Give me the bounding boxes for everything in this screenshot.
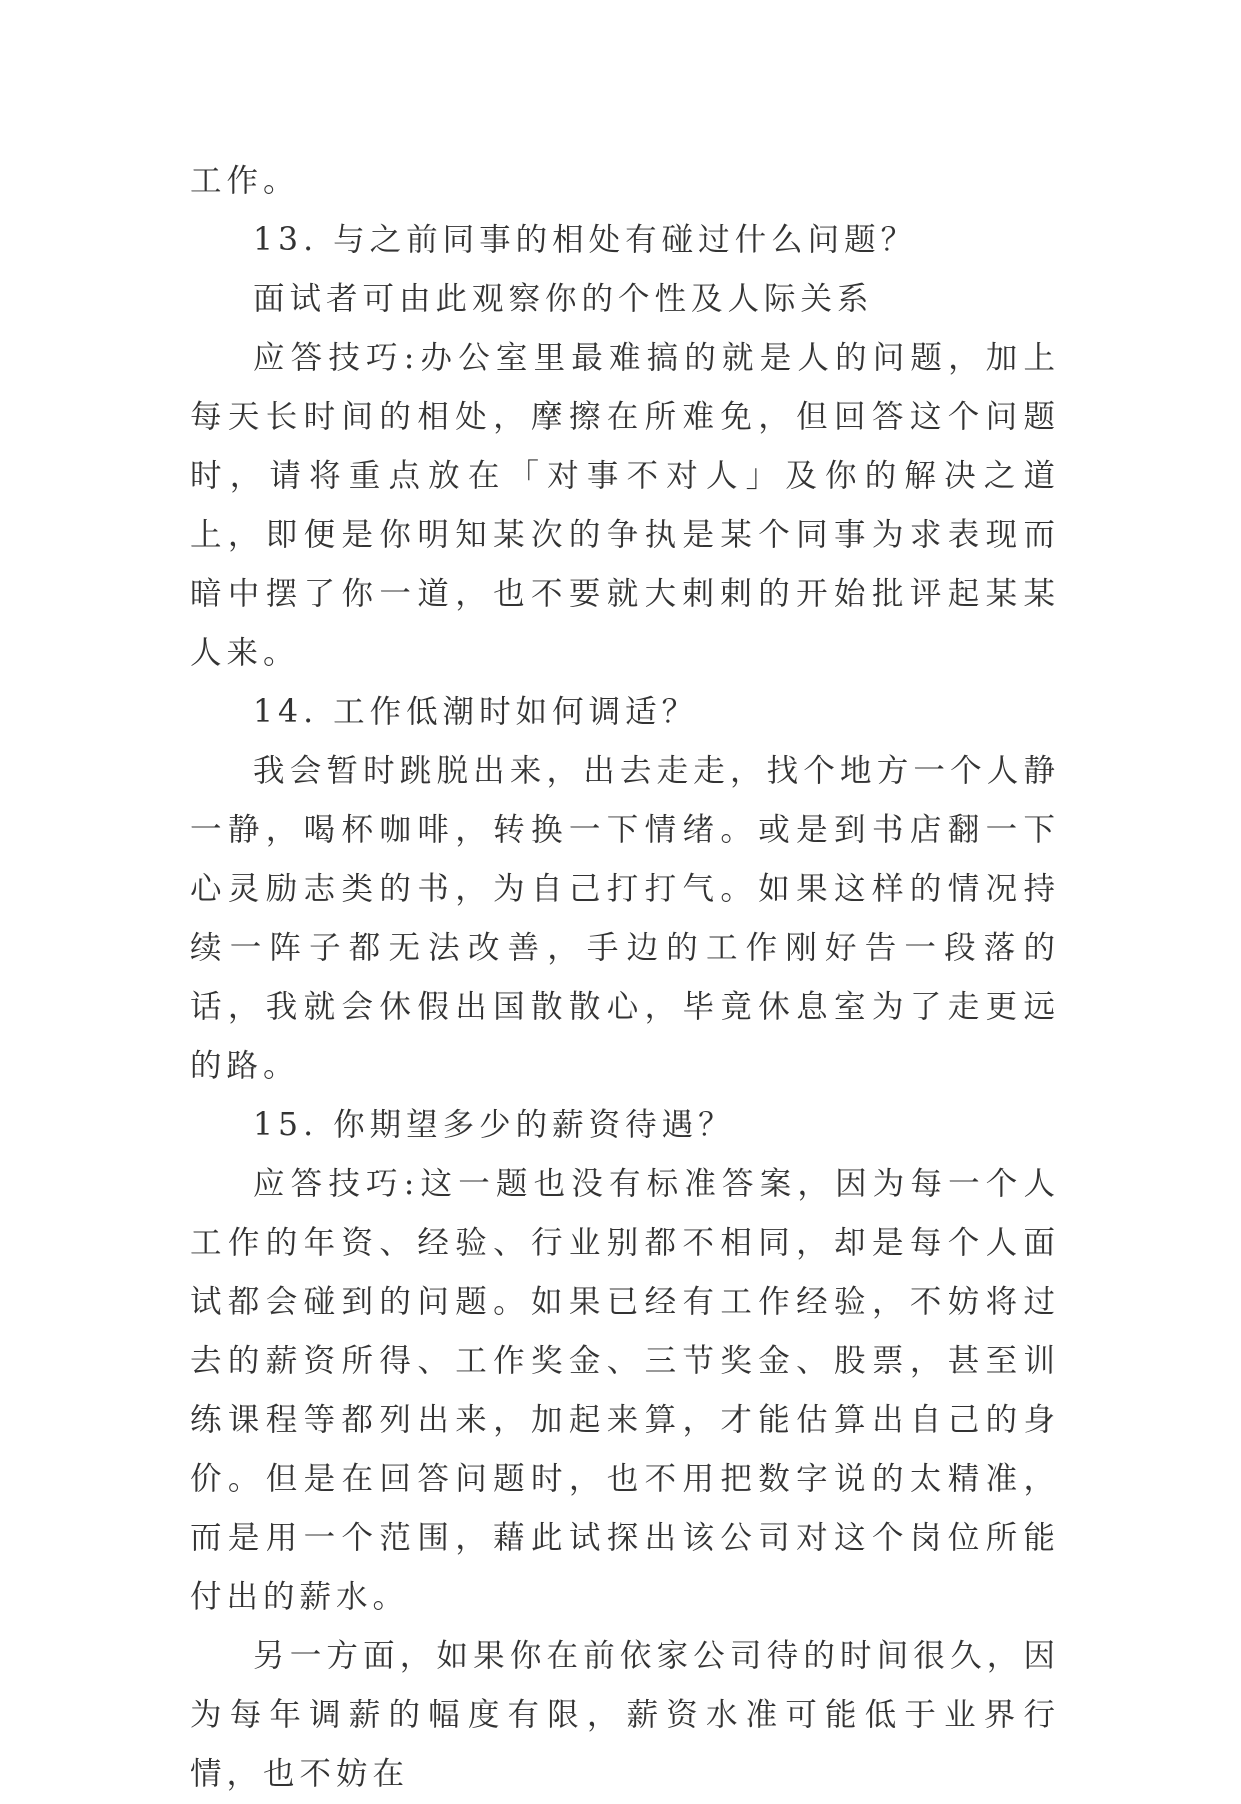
answer-tip-15: 应答技巧:这一题也没有标准答案，因为每一个人工作的年资、经验、行业别都不相同，却是每个人面试都会碰到的问题。如果已经有工作经验，不妨将过去的薪资所得、工作奖金、三节奖金、股票，甚至训练课程等都列出来，加起来算，才能估算出自己的身价。但是在回答问题时，也不用把数字说的太精准，而是用一个范围，藉此试探出该公司对这个岗位所能付出的薪水。 (190, 1166, 1060, 1615)
question-15: 15. 你期望多少的薪资待遇？ (253, 1107, 735, 1143)
paragraph-other-side: 另一方面，如果你在前依家公司待的时间很久，因为每年调薪的幅度有限，薪资水准可能低于业界行情，也不妨在 (190, 1638, 1060, 1792)
question-13: 13. 与之前同事的相处有碰过什么问题？ (253, 222, 918, 258)
answer-14: 我会暂时跳脱出来，出去走走，找个地方一个人静一静，喝杯咖啡，转换一下情绪。或是到书店翻一下心灵励志类的书，为自己打打气。如果这样的情况持续一阵子都无法改善，手边的工作刚好告一段落的话，我就会休假出国散散心，毕竟休息室为了走更远的路。 (190, 753, 1060, 1084)
answer-tip-13: 应答技巧:办公室里最难搞的就是人的问题，加上每天长时间的相处，摩擦在所难免，但回答这个问题时，请将重点放在「对事不对人」及你的解决之道上，即便是你明知某次的争执是某个同事为求表现而暗中摆了你一道，也不要就大剌剌的开始批评起某某人来。 (190, 340, 1060, 671)
paragraph-note: 面试者可由此观察你的个性及人际关系 (253, 281, 874, 317)
question-14: 14. 工作低潮时如何调适？ (253, 694, 699, 730)
body-text (190, 152, 1060, 1804)
paragraph-continuation: 工作。 (190, 163, 300, 199)
